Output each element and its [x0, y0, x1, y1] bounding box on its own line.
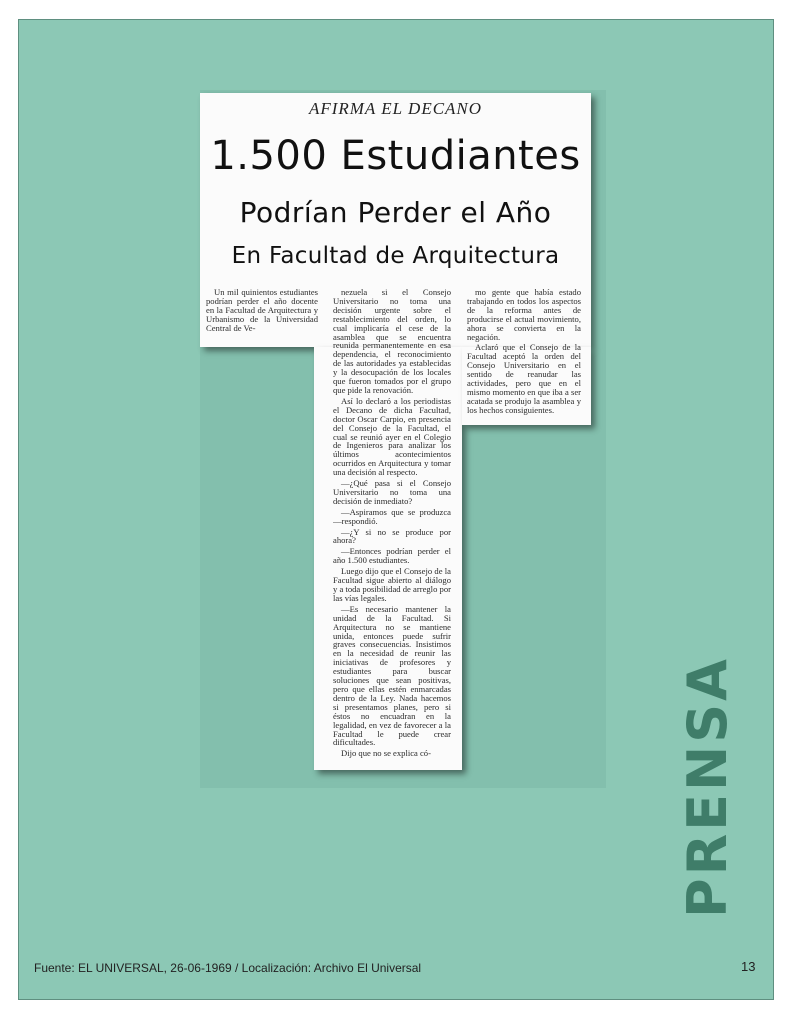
article-column-1: [206, 288, 318, 340]
clipping-kicker: AFIRMA EL DECANO: [308, 99, 483, 118]
article-column-2: [333, 288, 451, 758]
source-caption: Fuente: EL UNIVERSAL, 26-06-1969 / Localización: Archivo El Universal: [34, 961, 422, 975]
section-label-prensa: PRENSA: [676, 656, 739, 918]
headline-line-1: 1.500 Estudiantes: [210, 133, 581, 179]
page-number: 13: [741, 959, 756, 974]
article-paragraph: —Entonces podrían perder el año 1.500 estudiantes.: [333, 546, 451, 566]
article-paragraph: —¿Y si no se produce por ahora?: [333, 526, 451, 546]
article-paragraph: Dijo que no se explica có-: [341, 748, 431, 758]
article-paragraph: —Aspiramos que se produzca —respondió.: [333, 506, 451, 526]
article-paragraph: Aclaró que el Consejo de la Facultad aceptó la orden del Consejo Universitario en el sentido de reanudar las actividades, pero que en el mismo momento en que iba a ser acatada se produjo la asamblea y los hechos consiguientes.: [467, 342, 581, 415]
article-paragraph: nezuela si el Consejo Universitario no toma una decisión urgente sobre el restablecimiento del orden, lo cual implicaría el cese de la asamblea que se encuentra reunida permanentemente en esa dependencia, el reconocimiento de las autoridades ya establecidas y la desocupación de los locales que fueron tomados por el grupo que pide la renovación.: [333, 288, 451, 395]
article-paragraph: —Es necesario mantener la unidad de la Facultad. Si Arquitectura no se mantiene unida, entonces puede sufrir graves consecuencias. Insistimos en la necesidad de reunir las iniciativas de profesores y estudiantes para buscar soluciones que sean positivas, pero que ellas estén enmarcadas dentro de la Ley. Nada hacemos si presentamos planes, pero si éstos no encuadran en la legalidad, en vez de favorecer a la Facultad le puede crear dificultades.: [333, 603, 451, 748]
article-paragraph: Así lo declaró a los periodistas el Decano de dicha Facultad, doctor Oscar Carpio, en presencia del Consejo de la Facultad, el cual se reunió ayer en el Colegio de Ingenieros para analizar los últimos acontecimientos ocurridos en Arquitectura y tomar una decisión al respecto.: [333, 395, 451, 478]
article-paragraph: Un mil quinientos estudiantes podrían perder el año docente en la Facultad de Arquitectura y Urbanismo de la Universidad Central de Ve-: [206, 288, 318, 333]
article-column-3: [467, 288, 581, 418]
article-paragraph: —¿Qué pasa si el Consejo Universitario no toma una decisión de inmediato?: [333, 478, 451, 506]
headline-line-2: Podrían Perder el Año: [239, 196, 552, 229]
article-paragraph: Luego dijo que el Consejo de la Facultad sigue abierto al diálogo y a toda posibilidad de arreglo por las vías legales.: [333, 566, 451, 603]
article-paragraph: mo gente que había estado trabajando en todos los aspectos de la reforma antes de producirse el actual movimiento, ahora se convierta en la negación.: [467, 288, 581, 342]
headline-line-3: En Facultad de Arquitectura: [231, 243, 560, 269]
